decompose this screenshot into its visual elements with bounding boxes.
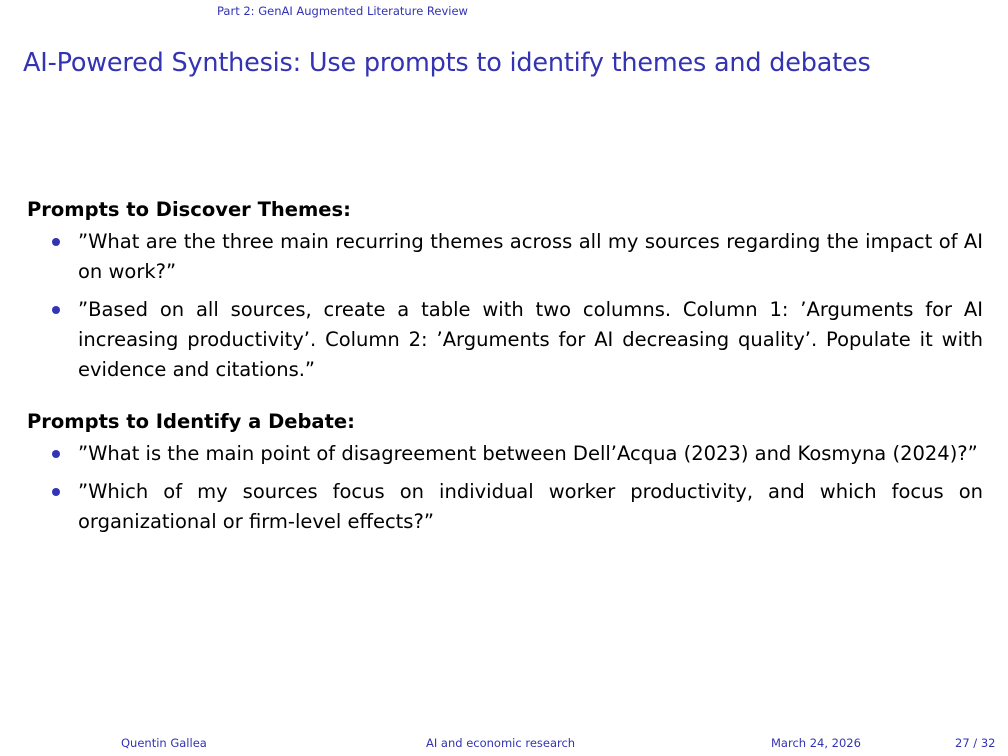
footer-bar bbox=[0, 734, 1008, 756]
footer-title[interactable]: AI and economic research bbox=[426, 736, 576, 750]
footer-page-number: 27 / 32 bbox=[955, 736, 996, 750]
themes-heading: Prompts to Discover Themes: bbox=[27, 198, 351, 221]
themes-list bbox=[27, 227, 983, 385]
list-item-text: ”What are the three main recurring themes across all my sources regarding the impact of AI on work?” bbox=[78, 230, 983, 283]
slide-title: AI-Powered Synthesis: Use prompts to identify themes and debates bbox=[23, 48, 871, 78]
block-spacer bbox=[27, 385, 983, 407]
bullet-icon bbox=[52, 306, 60, 314]
bullet-icon bbox=[52, 238, 60, 246]
debate-list bbox=[27, 439, 983, 537]
list-item-text: ”Which of my sources focus on individual worker productivity, and which focus on organizational or firm-level effects?” bbox=[78, 480, 983, 533]
list-item bbox=[27, 295, 983, 385]
list-item bbox=[27, 477, 983, 537]
header-bar bbox=[0, 4, 1008, 20]
slide-content bbox=[27, 195, 983, 537]
footer-author[interactable]: Quentin Gallea bbox=[121, 736, 207, 750]
list-item-text: ”Based on all sources, create a table with two columns. Column 1: ’Arguments for AI increasing productivity’. Column 2: ’Arguments for AI decreasing quality’. Populate it with evidence and citations.” bbox=[78, 298, 983, 381]
bullet-icon bbox=[52, 450, 60, 458]
bullet-icon bbox=[52, 488, 60, 496]
section-title[interactable]: Part 2: GenAI Augmented Literature Review bbox=[217, 4, 468, 18]
list-item bbox=[27, 439, 983, 469]
debate-heading: Prompts to Identify a Debate: bbox=[27, 410, 355, 433]
list-item bbox=[27, 227, 983, 287]
list-item-text: ”What is the main point of disagreement between Dell’Acqua (2023) and Kosmyna (2024)?” bbox=[78, 442, 978, 465]
footer-date: March 24, 2026 bbox=[771, 736, 861, 750]
